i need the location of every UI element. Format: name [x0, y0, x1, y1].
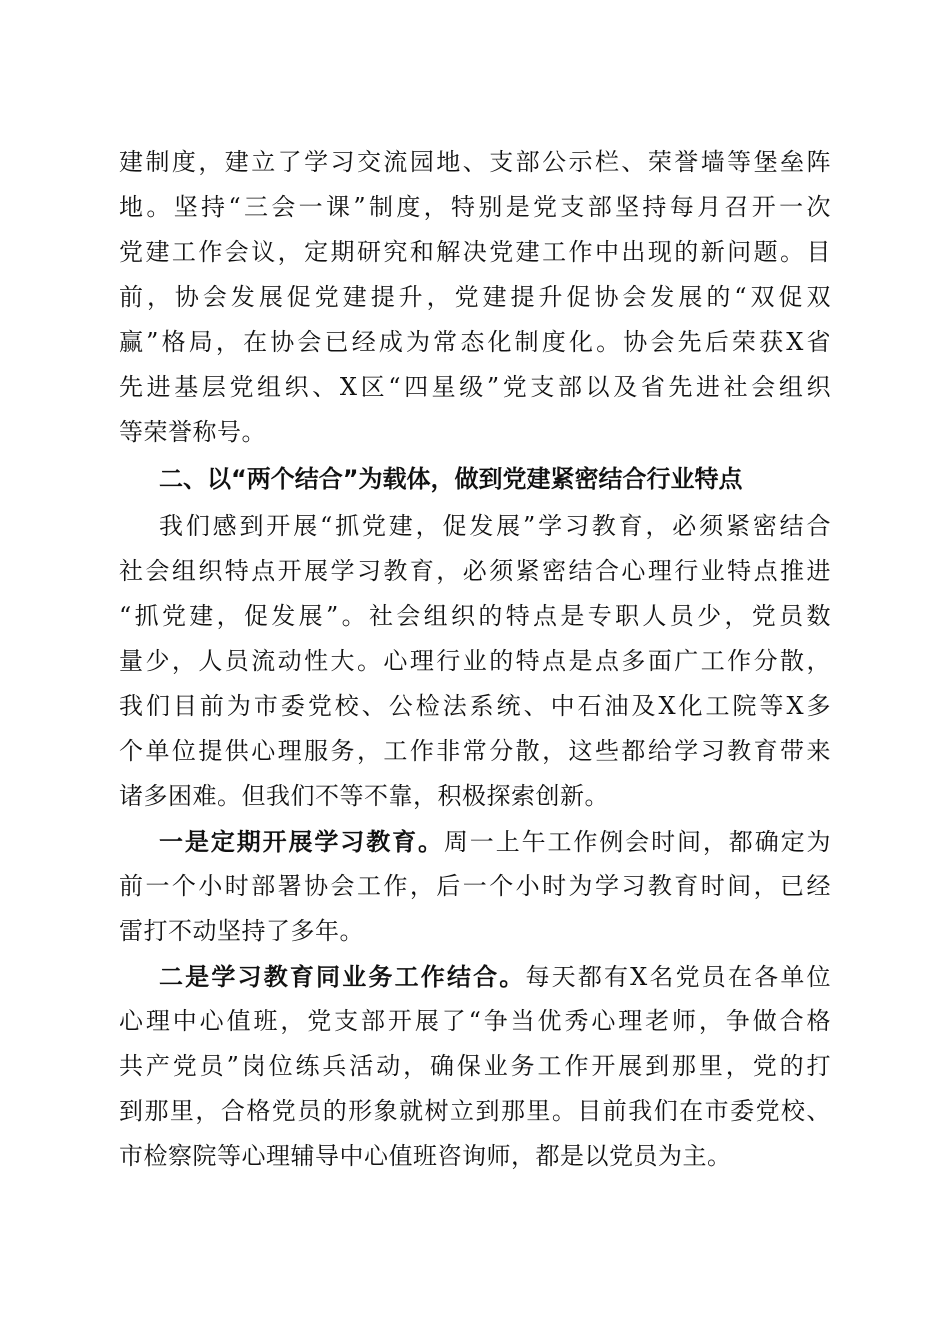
text-line — [119, 819, 831, 864]
text-run: 周一上午工作例会时间，都确定为 — [443, 828, 832, 856]
paragraph-learning-education — [119, 504, 831, 819]
text-line: 地。坚持“三会一课”制度，特别是党支部坚持每月召开一次 — [119, 193, 831, 221]
text-line: 前，协会发展促党建提升，党建提升促协会发展的“双促双 — [119, 283, 831, 311]
text-line — [119, 954, 831, 999]
text-line: 量少，人员流动性大。心理行业的特点是点多面广工作分散， — [119, 647, 831, 675]
text-line: 心理中心值班，党支部开展了“争当优秀心理老师，争做合格 — [119, 1007, 831, 1035]
paragraph-lead: 二是学习教育同业务工作结合。 — [159, 962, 526, 991]
text-line: 赢”格局，在协会已经成为常态化制度化。协会先后荣获X省 — [119, 328, 831, 356]
paragraph-business-integration — [119, 954, 831, 1179]
paragraph-lead: 一是定期开展学习教育。 — [159, 827, 444, 856]
paragraph-achievements — [119, 140, 831, 455]
section-heading: 二、以“两个结合”为载体，做到党建紧密结合行业特点 — [159, 465, 743, 493]
text-line: 社会组织特点开展学习教育，必须紧密结合心理行业特点推进 — [119, 557, 831, 585]
text-line: 共产党员”岗位练兵活动，确保业务工作开展到那里，党的打 — [119, 1052, 831, 1080]
text-run: 每天都有X名党员在各单位 — [525, 963, 831, 991]
text-line: 建制度，建立了学习交流园地、支部公示栏、荣誉墙等堡垒阵 — [119, 148, 831, 176]
paragraph-regular-education — [119, 819, 831, 954]
text-line: 个单位提供心理服务，工作非常分散，这些都给学习教育带来 — [119, 737, 831, 765]
text-line: 到那里，合格党员的形象就树立到那里。目前我们在市委党校、 — [119, 1097, 831, 1125]
text-line: 我们目前为市委党校、公检法系统、中石油及X化工院等X多 — [119, 692, 831, 720]
text-line: 市检察院等心理辅导中心值班咨询师，都是以党员为主。 — [119, 1142, 732, 1170]
text-line: 先进基层党组织、X区“四星级”党支部以及省先进社会组织 — [119, 373, 831, 401]
text-line: 等荣誉称号。 — [119, 418, 266, 446]
text-line: 雷打不动坚持了多年。 — [119, 917, 364, 945]
text-line: 前一个小时部署协会工作，后一个小时为学习教育时间，已经 — [119, 872, 831, 900]
document-body — [119, 140, 831, 1179]
text-line: 诸多困难。但我们不等不靠，积极探索创新。 — [119, 782, 609, 810]
text-line: “抓党建，促发展”。社会组织的特点是专职人员少，党员数 — [119, 602, 831, 630]
text-line: 我们感到开展“抓党建，促发展”学习教育，必须紧密结合 — [159, 512, 831, 540]
text-line: 党建工作会议，定期研究和解决党建工作中出现的新问题。目 — [119, 238, 831, 266]
